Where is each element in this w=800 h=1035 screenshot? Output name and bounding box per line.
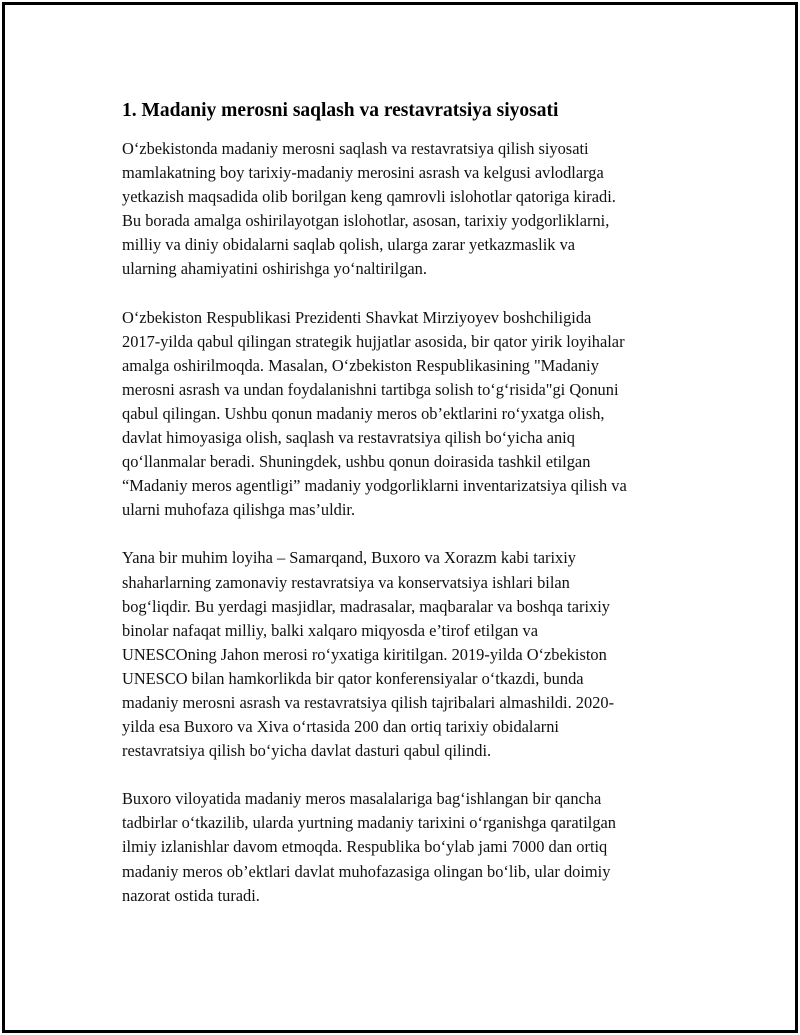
paragraph-2: O‘zbekiston Respublikasi Prezidenti Shavkat Mirziyoyev boshchiligida 2017-yilda qabul qilingan strategik hujjatlar asosida, bir qator yirik loyihalar amalga oshirilmoqda. Masalan, O‘zbekiston Respublikasining "Madaniy merosni asrash va undan foydalanishni tartibga solish to‘g‘risida"gi Qonuni qabul qilingan. Ushbu qonun madaniy meros ob’ektlarini ro‘yxatga olish, davlat himoyasiga olish, saqlash va restavratsiya qilish bo‘yicha aniq qo‘llanmalar beradi. Shuningdek, ushbu qonun doirasida tashkil etilgan “Madaniy meros agentligi” madaniy yodgorliklarni inventarizatsiya qilish va ularni muhofaza qilishga mas’uldir. — [122, 307, 627, 520]
paragraph-4: Buxoro viloyatida madaniy meros masalalariga bag‘ishlangan bir qancha tadbirlar o‘tkazilib, ularda yurtning madaniy tarixini o‘rganishga qaratilgan ilmiy izlanishlar davom etmoqda. Respublika bo‘ylab jami 7000 dan ortiq madaniy meros ob’ektlari davlat muhofazasiga olingan bo‘lib, ular doimiy nazorat ostida turadi. — [122, 789, 616, 905]
paragraph-3: Yana bir muhim loyiha – Samarqand, Buxoro va Xorazm kabi tarixiy shaharlarning zamonaviy restavratsiya va konservatsiya ishlari bilan bog‘liqdir. Bu yerdagi masjidlar, madrasalar, maqbaralar va boshqa tarixiy binolar nafaqat milliy, balki xalqaro miqyosda e’tirof etilgan va UNESCOning Jahon merosi ro‘yxatiga kiritilgan. 2019-yilda O‘zbekiston UNESCO bilan hamkorlikda bir qator konferensiyalar o‘tkazdi, bunda madaniy merosni asrash va restavratsiya qilish tajribalari almashildi. 2020- yilda esa Buxoro va Xiva o‘rtasida 200 dan ortiq tarixiy obidalarni restavratsiya qilish bo‘yicha davlat dasturi qabul qilindi. — [122, 548, 615, 761]
section-title: 1. Madaniy merosni saqlash va restavratsiya siyosati — [122, 100, 559, 121]
document-body — [122, 98, 702, 932]
page-frame — [2, 2, 798, 1033]
paragraph-1: O‘zbekistonda madaniy merosni saqlash va restavratsiya qilish siyosati mamlakatning boy tarixiy-madaniy merosini asrash va kelgusi avlodlarga yetkazish maqsadida olib borilgan keng qamrovli islohotlar qatoriga kiradi. Bu borada amalga oshirilayotgan islohotlar, asosan, tarixiy yodgorliklarni, milliy va diniy obidalarni saqlab qolish, ularga zarar yetkazmaslik va ularning ahamiyatini oshirishga yo‘naltirilgan. — [122, 139, 616, 279]
